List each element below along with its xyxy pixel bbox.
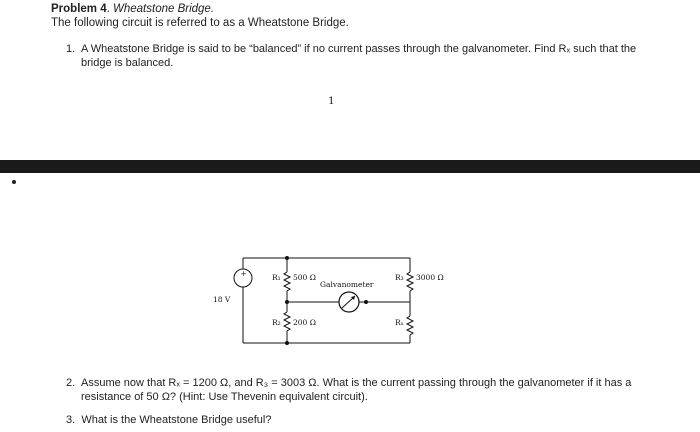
- question-1-text: A Wheatstone Bridge is said to be “balanced” if no current passes through the galvanometer. Find Rₓ such that the bridge is balanced.: [81, 43, 637, 69]
- page-divider-bar: [0, 160, 700, 173]
- node-mid-right: [364, 300, 368, 304]
- galvanometer: [339, 292, 359, 312]
- bullet-dot: [12, 180, 16, 184]
- r1-value: 500 Ω: [293, 273, 316, 282]
- r1-label: R₁: [272, 273, 281, 282]
- node-top-left: [285, 256, 289, 260]
- source-plus-sign: +: [240, 269, 247, 278]
- question-2-text: Assume now that Rₓ = 1200 Ω, and R₃ = 3003 Ω. What is the current passing through the galvanometer if it has a resistance of 50 Ω? (Hint: Use Thevenin equivalent circuit).: [81, 377, 632, 403]
- problem-label: Problem 4: [51, 3, 107, 15]
- intro-text: The following circuit is referred to as a Wheatstone Bridge.: [51, 17, 349, 29]
- question-3-text: What is the Wheatstone Bridge useful?: [81, 414, 272, 426]
- rx-label: Rₓ: [395, 318, 404, 327]
- galvanometer-label: Galvanometer: [320, 280, 374, 289]
- question-1-number: 1.: [66, 43, 76, 55]
- question-3-number: 3.: [66, 414, 76, 426]
- question-3: [66, 414, 271, 426]
- wheatstone-circuit-diagram: [200, 250, 460, 350]
- r3-value: 3000 Ω: [416, 273, 444, 282]
- voltage-source: [234, 269, 252, 287]
- r2-value: 200 Ω: [293, 318, 316, 327]
- page-number: 1: [328, 95, 335, 107]
- source-voltage-label: 18 V: [213, 295, 231, 304]
- node-bottom-left: [285, 341, 289, 345]
- question-2-number: 2.: [66, 377, 76, 389]
- r3-label: R₃: [395, 273, 404, 282]
- problem-name: Wheatstone Bridge.: [113, 3, 215, 15]
- problem-title: [51, 3, 214, 15]
- problem-separator: .: [106, 3, 110, 15]
- r2-label: R₂: [272, 318, 281, 327]
- node-mid-left: [285, 300, 289, 304]
